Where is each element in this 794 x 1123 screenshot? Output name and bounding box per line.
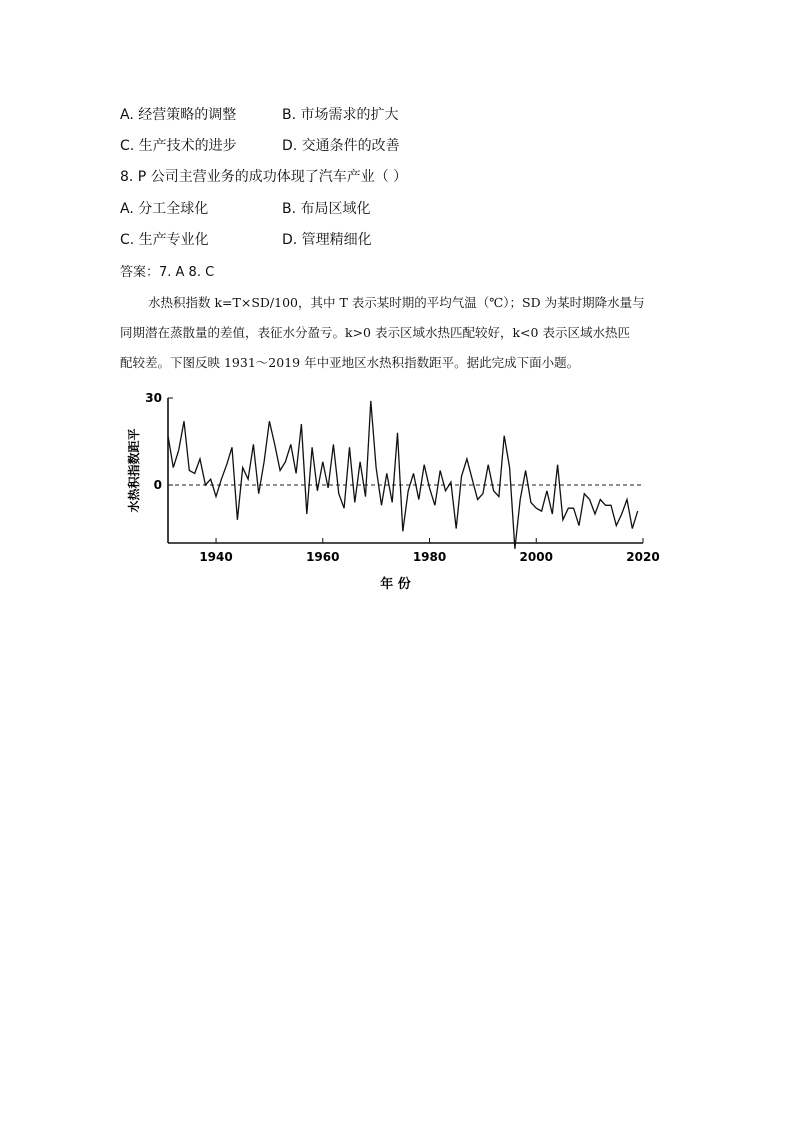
passage-line-1: 水热积指数 k=T×SD/100，其中 T 表示某时期的平均气温（℃）；SD 为某时期降水量与: [148, 295, 645, 310]
y-tick-label: 0: [153, 478, 162, 492]
x-tick-label: 1980: [412, 550, 447, 564]
y-tick-label: 30: [145, 391, 162, 405]
series-line: [168, 401, 638, 549]
x-tick-label: 2000: [519, 550, 553, 564]
y-axis-label: 水热积指数距平: [127, 428, 141, 513]
x-axis-label: 年 份: [380, 577, 411, 592]
q7-option-d: D. 交通条件的改善: [282, 138, 400, 154]
q8-option-b: B. 布局区域化: [282, 201, 371, 217]
q7-option-a: A. 经营策略的调整: [120, 107, 237, 123]
x-tick-label: 1940: [199, 550, 233, 564]
x-tick-label: 1960: [306, 550, 340, 564]
q8-stem: 8. P 公司主营业务的成功体现了汽车产业（ ）: [120, 169, 408, 185]
q8-option-d: D. 管理精细化: [282, 232, 372, 248]
q7-option-b: B. 市场需求的扩大: [282, 107, 399, 123]
answer-7-8: 答案：7. A 8. C: [120, 265, 215, 280]
q8-option-c: C. 生产专业化: [120, 232, 209, 248]
q7-option-c: C. 生产技术的进步: [120, 138, 237, 154]
passage-line-2: 同期潜在蒸散量的差值，表征水分盈亏。k>0 表示区域水热匹配较好，k<0 表示区域水热匹: [120, 325, 630, 340]
water-heat-index-chart: [118, 388, 678, 603]
q8-option-a: A. 分工全球化: [120, 201, 209, 217]
passage-line-3: 配较差。下图反映 1931～2019 年中亚地区水热积指数距平。据此完成下面小题。: [120, 355, 580, 370]
x-tick-label: 2020: [626, 550, 660, 564]
